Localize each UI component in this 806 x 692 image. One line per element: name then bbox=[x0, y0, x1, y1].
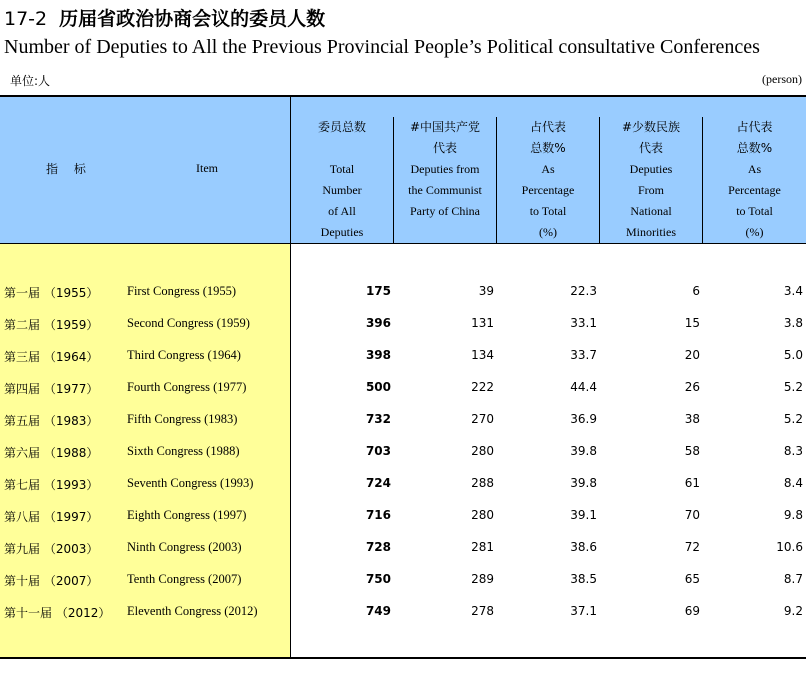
row-label-chinese: 第三届 （1964） bbox=[4, 350, 99, 364]
cell-minority: 26 bbox=[684, 380, 700, 394]
cell-minority-pct: 5.2 bbox=[783, 412, 803, 426]
cell-cpc-pct: 39.1 bbox=[570, 508, 597, 522]
table-row bbox=[0, 598, 806, 630]
row-label-english: Third Congress (1964) bbox=[127, 348, 241, 362]
cell-minority: 20 bbox=[684, 348, 700, 362]
row-label-chinese: 第十届 （2007） bbox=[4, 574, 99, 588]
cell-cpc-pct: 39.8 bbox=[570, 444, 597, 458]
cell-minority-pct: 8.3 bbox=[783, 444, 803, 458]
header-divider bbox=[599, 117, 600, 243]
table-row bbox=[0, 502, 806, 534]
cell-cpc: 289 bbox=[471, 572, 494, 586]
cell-cpc: 288 bbox=[471, 476, 494, 490]
row-label-chinese: 第五届 （1983） bbox=[4, 414, 99, 428]
row-label-english: Second Congress (1959) bbox=[127, 316, 250, 330]
cell-cpc: 278 bbox=[471, 604, 494, 618]
cell-cpc: 39 bbox=[478, 284, 494, 298]
row-label-chinese: 第四届 （1977） bbox=[4, 382, 99, 396]
table-number: 17-2 bbox=[4, 8, 48, 30]
header-divider bbox=[702, 117, 703, 243]
row-label-chinese: 第八届 （1997） bbox=[4, 510, 99, 524]
table-row bbox=[0, 278, 806, 310]
unit-label-chinese: 单位:人 bbox=[10, 74, 51, 88]
cell-total: 703 bbox=[365, 444, 391, 458]
row-label-english: First Congress (1955) bbox=[127, 284, 237, 298]
header-bottom-rule bbox=[0, 243, 806, 244]
cell-cpc: 281 bbox=[471, 540, 494, 554]
cell-cpc-pct: 33.7 bbox=[570, 348, 597, 362]
cell-total: 398 bbox=[365, 348, 391, 362]
title-chinese-text: 历届省政治协商会议的委员人数 bbox=[59, 8, 326, 30]
header-left-band bbox=[0, 97, 290, 243]
cell-cpc-pct: 37.1 bbox=[570, 604, 597, 618]
cell-minority-pct: 9.8 bbox=[783, 508, 803, 522]
cell-cpc: 280 bbox=[471, 508, 494, 522]
cell-total: 750 bbox=[365, 572, 391, 586]
cell-cpc: 222 bbox=[471, 380, 494, 394]
cell-minority-pct: 9.2 bbox=[783, 604, 803, 618]
cell-total: 728 bbox=[365, 540, 391, 554]
table-bottom-rule bbox=[0, 657, 806, 659]
cell-minority: 72 bbox=[684, 540, 700, 554]
cell-cpc: 131 bbox=[471, 316, 494, 330]
cell-total: 716 bbox=[365, 508, 391, 522]
unit-label-english: (person) bbox=[762, 72, 802, 86]
row-label-english: Ninth Congress (2003) bbox=[127, 540, 242, 554]
table-row bbox=[0, 342, 806, 374]
cell-minority: 65 bbox=[684, 572, 700, 586]
row-label-english: Seventh Congress (1993) bbox=[127, 476, 254, 490]
cell-minority-pct: 5.2 bbox=[783, 380, 803, 394]
cell-total: 732 bbox=[365, 412, 391, 426]
cell-minority-pct: 5.0 bbox=[783, 348, 803, 362]
cell-minority-pct: 10.6 bbox=[776, 540, 803, 554]
cell-cpc: 280 bbox=[471, 444, 494, 458]
row-label-chinese: 第六届 （1988） bbox=[4, 446, 99, 460]
cell-cpc-pct: 33.1 bbox=[570, 316, 597, 330]
cell-total: 749 bbox=[365, 604, 391, 618]
cell-cpc: 270 bbox=[471, 412, 494, 426]
cell-minority: 6 bbox=[692, 284, 700, 298]
cell-total: 500 bbox=[365, 380, 391, 394]
row-label-chinese: 第一届 （1955） bbox=[4, 286, 99, 300]
cell-cpc-pct: 36.9 bbox=[570, 412, 597, 426]
page-title-english: Number of Deputies to All the Previous Provincial People’s Political consultative Conferences bbox=[4, 36, 760, 58]
cell-cpc-pct: 38.5 bbox=[570, 572, 597, 586]
cell-cpc-pct: 44.4 bbox=[570, 380, 597, 394]
row-label-chinese: 第七届 （1993） bbox=[4, 478, 99, 492]
cell-total: 724 bbox=[365, 476, 391, 490]
row-label-chinese: 第十一届 （2012） bbox=[4, 606, 111, 620]
row-label-english: Eleventh Congress (2012) bbox=[127, 604, 258, 618]
row-label-english: Fourth Congress (1977) bbox=[127, 380, 247, 394]
header-divider bbox=[496, 117, 497, 243]
header-divider bbox=[393, 117, 394, 243]
table-row bbox=[0, 406, 806, 438]
cell-total: 175 bbox=[365, 284, 391, 298]
row-label-english: Tenth Congress (2007) bbox=[127, 572, 242, 586]
cell-minority: 61 bbox=[684, 476, 700, 490]
row-label-chinese: 第九届 （2003） bbox=[4, 542, 99, 556]
table-row bbox=[0, 470, 806, 502]
cell-minority: 58 bbox=[684, 444, 700, 458]
header-cpc-deputies: #中国共产党 代表 Deputies from the Communist Party of China bbox=[408, 120, 482, 218]
cell-minority: 38 bbox=[684, 412, 700, 426]
table-row bbox=[0, 534, 806, 566]
cell-cpc-pct: 39.8 bbox=[570, 476, 597, 490]
table-row bbox=[0, 566, 806, 598]
page-title-chinese bbox=[4, 4, 325, 31]
cell-cpc-pct: 22.3 bbox=[570, 284, 597, 298]
cell-minority: 15 bbox=[684, 316, 700, 330]
row-label-english: Fifth Congress (1983) bbox=[127, 412, 238, 426]
row-label-chinese: 第二届 （1959） bbox=[4, 318, 99, 332]
header-cpc-percentage: 占代表 总数% As Percentage to Total (%) bbox=[521, 120, 575, 239]
cell-total: 396 bbox=[365, 316, 391, 330]
row-label-english: Sixth Congress (1988) bbox=[127, 444, 240, 458]
cell-minority-pct: 3.8 bbox=[783, 316, 803, 330]
header-indicator: 指 标 bbox=[46, 162, 92, 176]
cell-minority: 70 bbox=[684, 508, 700, 522]
cell-minority-pct: 3.4 bbox=[783, 284, 803, 298]
row-label-english: Eighth Congress (1997) bbox=[127, 508, 247, 522]
table-row bbox=[0, 438, 806, 470]
table-row bbox=[0, 310, 806, 342]
header-minority-deputies: #少数民族 代表 Deputies From National Minorities bbox=[621, 120, 681, 239]
header-minority-percentage: 占代表 总数% As Percentage to Total (%) bbox=[728, 120, 781, 239]
header-total-deputies: 委员总数 Total Number of All Deputies bbox=[317, 120, 366, 239]
header-item: Item bbox=[196, 161, 218, 175]
table-row bbox=[0, 374, 806, 406]
cell-minority: 69 bbox=[684, 604, 700, 618]
cell-minority-pct: 8.7 bbox=[783, 572, 803, 586]
cell-minority-pct: 8.4 bbox=[783, 476, 803, 490]
cell-cpc-pct: 38.6 bbox=[570, 540, 597, 554]
cell-cpc: 134 bbox=[471, 348, 494, 362]
